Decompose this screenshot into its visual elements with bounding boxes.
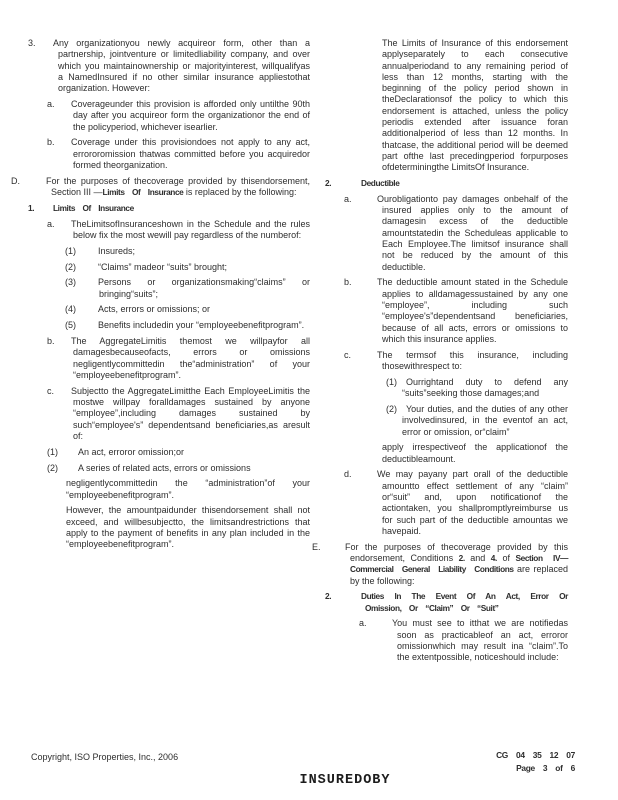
paragraph [31, 463, 310, 474]
text-segment: Acts, errors or omissions; or [98, 304, 211, 315]
text-segment: 2. [458, 552, 465, 563]
text-segment: TheLimitsofInsuranceshown in the Schedule and the rules below fix the most wewill pay regardless of the numberof: [71, 218, 310, 240]
page-number: Page 3 of 6 [516, 763, 575, 773]
left-text-column [11, 38, 310, 555]
text-segment: of [496, 552, 516, 563]
list-marker: b. [47, 137, 55, 148]
text-segment: Your duties, and the duties of any other involvedinsured, in the eventof an act, error or omission, or“claim” [402, 403, 568, 437]
list-marker: (1) [65, 245, 76, 256]
text-segment: 4. [490, 552, 497, 563]
text-segment: Ourrightand duty to defend any “suits”seeking those damages;and [402, 376, 568, 399]
text-segment: The deductible amount stated in the Schedule applies to alldamagessustained by any one “employee”, including such “employee's”dependentsand beneficiaries, because of all acts, errors or omissions to which this insurance applies. [377, 277, 568, 344]
paragraph [31, 386, 310, 442]
text-segment: negligentlycommittedin the “administration”of your “employeebenefitprogram”. [66, 478, 310, 500]
list-marker: c. [47, 385, 55, 396]
paragraph [331, 442, 568, 465]
paragraph [31, 304, 310, 315]
paragraph [31, 137, 310, 171]
paragraph [31, 505, 310, 550]
text-segment: Coverageunder this provision is afforded only untilthe 90th day after you acquireor form the organizationor the end of the policyperiod, whichever isearlier. [71, 98, 310, 132]
paragraph [325, 178, 568, 189]
paragraph [331, 404, 568, 438]
text-segment: apply irrespectiveof the applicationof the deductibleamount. [382, 442, 568, 464]
paragraph [31, 262, 310, 273]
list-marker: (2) [65, 261, 76, 272]
text-segment: “Claims” madeor “suits” brought; [98, 261, 228, 272]
paragraph [31, 246, 310, 257]
list-marker: b. [344, 277, 352, 288]
text-segment: Deductible [361, 178, 400, 189]
list-marker: 2. [325, 591, 332, 602]
right-text-column [312, 38, 568, 668]
list-marker: (2) [47, 462, 58, 473]
list-marker: 3. [28, 38, 36, 48]
text-segment: are replaced by the following: [350, 564, 568, 586]
text-segment: For the purposes of thecoverage provided by this endorsement, Conditions [345, 541, 568, 563]
paragraph [28, 38, 310, 94]
text-segment: The AggregateLimitis themost we willpayfor all damagesbecauseofacts, errors or omissions negligentlycommittedin the“administration” of your “employeebenefitprogram”. [71, 336, 310, 380]
paragraph [331, 469, 568, 537]
list-marker: D. [11, 175, 20, 186]
text-segment: Duties In The Event Of An Act, Error Or Omission, Or “Claim” Or “Suit” [361, 591, 568, 613]
text-segment: The termsof this insurance, including thosewithrespect to: [377, 349, 568, 372]
list-marker: 1. [28, 202, 35, 213]
paragraph [28, 202, 310, 214]
paragraph [31, 99, 310, 133]
list-marker: b. [47, 336, 55, 347]
list-marker: (1) [386, 376, 397, 387]
copyright-text: Copyright, ISO Properties, Inc., 2006 [31, 752, 179, 762]
paragraph [331, 350, 568, 373]
list-marker: (3) [65, 277, 76, 288]
paragraph [31, 320, 310, 331]
list-marker: (5) [65, 320, 76, 331]
paragraph [312, 541, 568, 587]
text-segment: Benefits includedin your “employeebenefitprogram”. [98, 320, 305, 331]
paragraph [31, 336, 310, 381]
text-segment: We may payany part orall of the deductible amountto effect settlement of any “claim” or“suit” and, upon notificationof the actiontaken, you shallpromptlyreimburse us for such part of the deductible amountas we havepaid. [377, 469, 568, 536]
list-marker: d. [344, 469, 352, 480]
text-segment: Persons or organizationsmaking“claims” or bringing“suits”; [98, 277, 310, 299]
text-segment: Any organizationyou newly acquireor form, other than a partnership, jointventure or limitedliability company, and over which you maintainownership or majorityinterest, willqualifyas a NamedInsured if no other similar insurance appliestothat organization. However: [53, 38, 310, 94]
list-marker: 2. [325, 178, 332, 189]
text-segment: Insureds; [98, 245, 136, 256]
paragraph [31, 277, 310, 300]
list-marker: a. [47, 218, 55, 229]
paragraph [31, 478, 310, 501]
paragraph [31, 447, 310, 458]
text-segment: Coverage under this provisiondoes not apply to any act, errororomission thatwas committed before you acquiredor formed theorganization. [71, 137, 310, 170]
list-marker: E. [312, 541, 321, 552]
paragraph [31, 219, 310, 242]
list-marker: a. [344, 193, 352, 204]
text-segment: Limits Of Insurance [53, 202, 134, 213]
text-segment: Ourobligationto pay damages onbehalf of the insured applies only to the amount of damagesin excess of the deductible amountstatedin the Scheduleas applicable to Each Employee.The limitsof insurance shall not be reduced by the amount of this deductible. [377, 193, 568, 272]
text-segment: Section IV— Commercial General Liability Conditions [350, 552, 568, 575]
paragraph [325, 591, 568, 614]
text-segment: and [464, 552, 491, 563]
list-marker: a. [359, 618, 367, 629]
list-marker: c. [344, 349, 352, 360]
paragraph [11, 175, 310, 199]
paragraph [331, 277, 568, 345]
text-segment: However, the amountpaidunder thisendorsement shall not exceed, and willbesubjectto, the limitsandrestrictions that apply to the payment of benefits in any plan included in the “employeebenefitprogram”. [66, 505, 310, 550]
paragraph [331, 618, 568, 663]
text-segment: is replaced by the following: [183, 187, 297, 198]
paragraph [331, 38, 568, 174]
list-marker: (1) [47, 446, 58, 457]
list-marker: a. [47, 98, 55, 109]
form-number: CG 04 35 12 07 [496, 750, 575, 760]
text-segment: Limits Of Insurance [102, 187, 184, 198]
text-segment: For the purposes of thecoverage provided by thisendorsement, Section III — [46, 175, 310, 198]
text-segment: You must see to itthat we are notifiedas soon as practicableof an act, erroror omissionwhich may result ina “claim”.To the extentpossible, noticeshould include: [392, 618, 568, 663]
text-segment: A series of related acts, errors or omissions [78, 462, 251, 473]
text-segment: An act, erroror omission;or [78, 446, 185, 457]
insured-copy-stamp: INSUREDOBY [299, 773, 391, 788]
paragraph [331, 194, 568, 273]
text-segment: Subjectto the AggregateLimitthe Each EmployeeLimitis the mostwe willpay foralldamages sustained by anyone “employee”,including damages sustained by such“employee's” dependentsand beneficiaries,as aresult of: [71, 385, 310, 441]
text-segment: The Limits of Insurance of this endorsement applyseparately to each consecutive annualperiodand to any remaining period of less than 12 months, starting with the beginning of the policy period shown in theDeclarationsof the policy to which this endorsement is attached, unless the policy periodis extended after issuance foran additionalperiod of less than 12 months. In thatcase, the additional period will be deemed part ofthe last precedingperiod forpurposes ofdeterminingthe LimitsOf Insurance. [382, 38, 568, 173]
list-marker: (4) [65, 304, 76, 315]
paragraph [331, 377, 568, 400]
list-marker: (2) [386, 403, 397, 414]
